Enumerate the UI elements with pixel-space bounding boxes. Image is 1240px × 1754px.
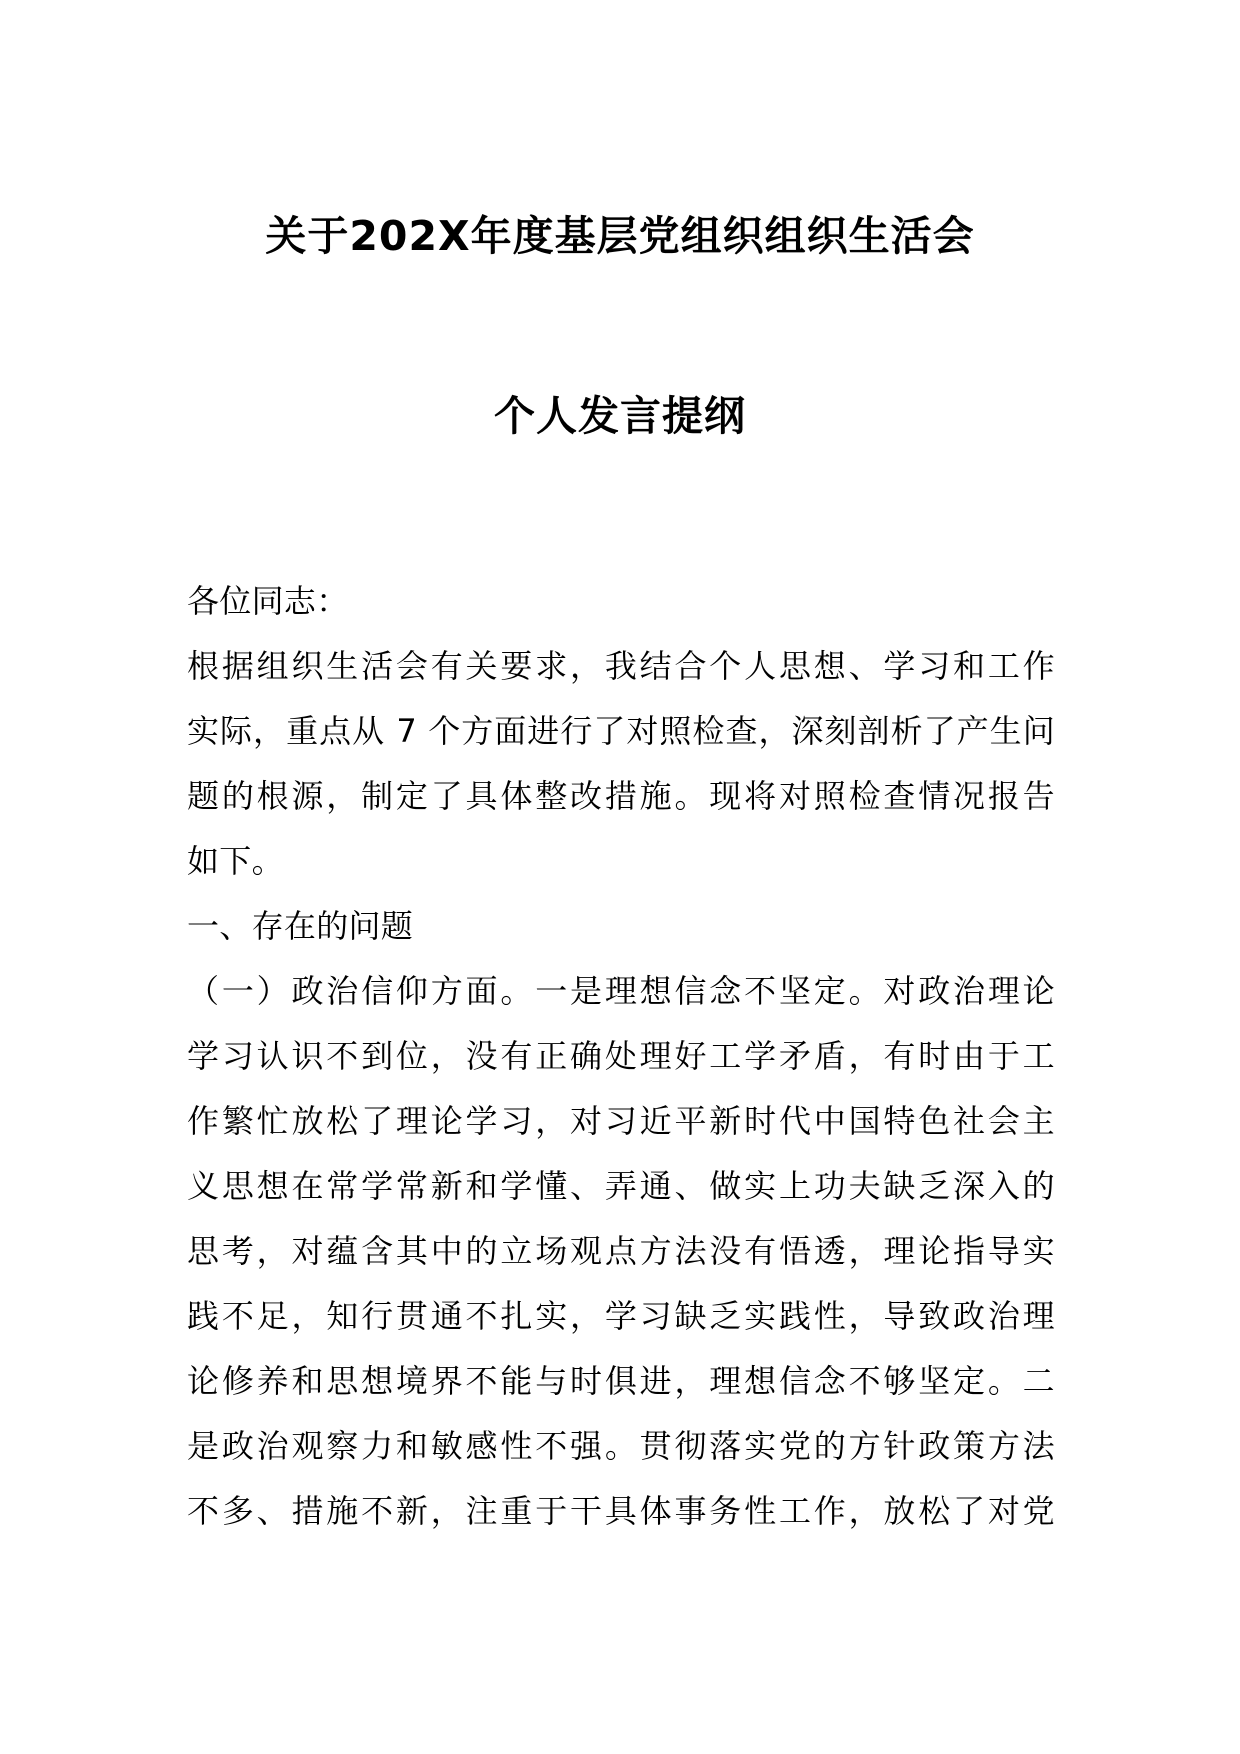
body-line: 根据组织生活会有关要求，我结合个人思想、学习和工作 [187, 647, 1055, 685]
document-title-line-1: 关于202X年度基层党组织组织生活会 [265, 212, 975, 260]
body-line: 是政治观察力和敏感性不强。贯彻落实党的方针政策方法 [187, 1427, 1055, 1465]
body-line: 题的根源，制定了具体整改措施。现将对照检查情况报告 [187, 777, 1055, 815]
body-line: 学习认识不到位，没有正确处理好工学矛盾，有时由于工 [187, 1037, 1055, 1075]
body-line: 实际，重点从 7 个方面进行了对照检查，深刻剖析了产生问 [187, 712, 1055, 750]
body-line: 思考，对蕴含其中的立场观点方法没有悟透，理论指导实 [187, 1232, 1055, 1270]
body-line: 一、存在的问题 [187, 907, 414, 945]
body-line: 践不足，知行贯通不扎实，学习缺乏实践性，导致政治理 [187, 1297, 1055, 1335]
document-body [187, 569, 1055, 1544]
document-title-line-2: 个人发言提纲 [494, 392, 746, 440]
body-line: 作繁忙放松了理论学习，对习近平新时代中国特色社会主 [187, 1102, 1055, 1140]
body-line: 义思想在常学常新和学懂、弄通、做实上功夫缺乏深入的 [187, 1167, 1055, 1205]
body-line: 不多、措施不新，注重于干具体事务性工作，放松了对党 [187, 1492, 1055, 1530]
body-line: 论修养和思想境界不能与时俱进，理想信念不够坚定。二 [187, 1362, 1055, 1400]
body-line: （一）政治信仰方面。一是理想信念不坚定。对政治理论 [187, 972, 1055, 1010]
body-line: 如下。 [187, 842, 284, 880]
body-line: 各位同志： [187, 582, 349, 620]
